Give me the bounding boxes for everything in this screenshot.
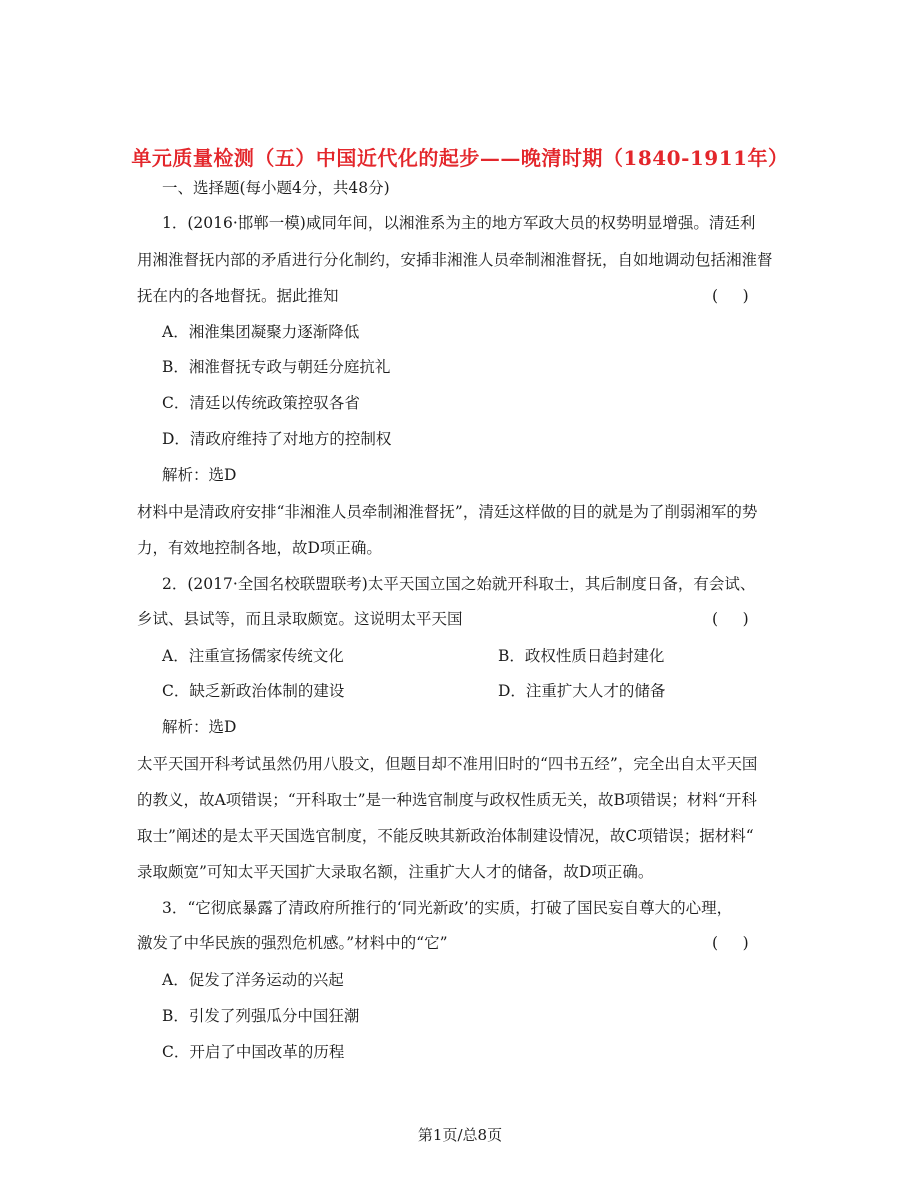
- question-2-answer-paren: ( ): [712, 610, 749, 628]
- question-3-line-2: 激发了中华民族的强烈危机感。”材料中的“它”: [137, 934, 448, 952]
- question-2-line-1: 2．(2017·全国名校联盟联考)太平天国立国之始就开科取士，其后制度日备，有会试、: [162, 575, 756, 593]
- question-1-option-c: C．清廷以传统政策控驭各省: [162, 394, 360, 412]
- question-2-option-b: B．政权性质日趋封建化: [498, 647, 665, 665]
- page-footer: 第1页/总8页: [417, 1126, 503, 1144]
- question-2-analysis-line-1: 太平天国开科考试虽然仍用八股文，但题目却不准用旧时的“四书五经”，完全出自太平天国: [137, 755, 758, 773]
- question-1-analysis-line-2: 力，有效地控制各地，故D项正确。: [137, 539, 382, 557]
- question-3-option-a: A．促发了洋务运动的兴起: [162, 971, 344, 989]
- question-2-line-2: 乡试、县试等，而且录取颇宽。这说明太平天国: [137, 610, 463, 628]
- question-1-option-b: B．湘淮督抚专政与朝廷分庭抗礼: [162, 358, 391, 376]
- question-2-analysis-line-2: 的教义，故A项错误；“开科取士”是一种选官制度与政权性质无关，故B项错误；材料“开科: [137, 791, 757, 809]
- question-1-line-1: 1．(2016·邯郸一模)咸同年间，以湘淮系为主的地方军政大员的权势明显增强。清廷利: [162, 214, 756, 232]
- question-1-option-d: D．清政府维持了对地方的控制权: [162, 430, 392, 448]
- question-1-line-2: 用湘淮督抚内部的矛盾进行分化制约，安揷非湘淮人员牵制湘淮督抚，自如地调动包括湘淮督: [137, 251, 773, 269]
- question-1-answer-paren: ( ): [712, 287, 749, 305]
- question-3-option-c: C．开启了中国改革的历程: [162, 1043, 345, 1061]
- question-3-answer-paren: ( ): [712, 934, 749, 952]
- question-2-analysis-label: 解析：选D: [162, 718, 237, 736]
- question-1-analysis-label: 解析：选D: [162, 466, 237, 484]
- question-1-analysis-line-1: 材料中是清政府安排“非湘淮人员牵制湘淮督抚”，清廷这样做的目的就是为了削弱湘军的势: [137, 503, 758, 521]
- question-3-line-1: 3．“它彻底暴露了清政府所推行的‘同光新政’的实质，打破了国民妄自尊大的心理，: [162, 899, 733, 917]
- question-2-option-d: D．注重扩大人才的储备: [498, 682, 666, 700]
- section-heading: 一、选择题(每小题4分，共48分): [162, 179, 390, 197]
- question-1-option-a: A．湘淮集团凝聚力逐渐降低: [162, 323, 360, 341]
- question-2-option-c: C．缺乏新政治体制的建设: [162, 682, 345, 700]
- question-3-option-b: B．引发了列强瓜分中国狂潮: [162, 1007, 360, 1025]
- question-2-analysis-line-4: 录取颇宽”可知太平天国扩大录取名额，注重扩大人才的储备，故D项正确。: [137, 863, 654, 881]
- question-2-analysis-line-3: 取士”阐述的是太平天国选官制度，不能反映其新政治体制建设情况，故C项错误；据材料“: [137, 827, 754, 845]
- question-1-line-3: 抚在内的各地督抚。据此推知: [137, 287, 339, 305]
- document-title: 单元质量检测（五）中国近代化的起步——晚清时期（1840-1911年）: [131, 146, 789, 170]
- question-2-option-a: A．注重宣扬儒家传统文化: [162, 647, 344, 665]
